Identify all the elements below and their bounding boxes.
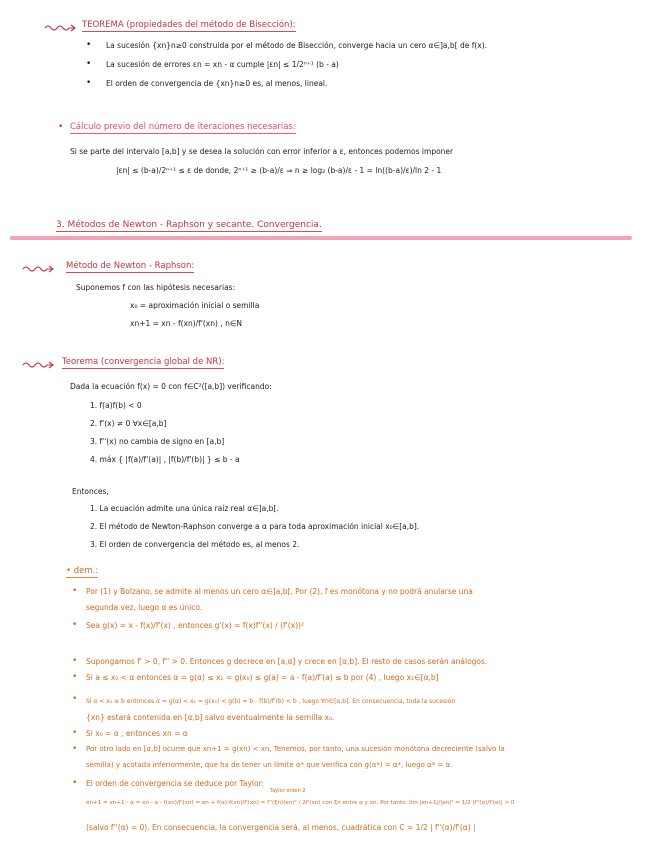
chapter-title: 3. Métodos de Newton - Raphson y secante. Convergencia. [56,220,322,230]
bullet-dot-icon: • [58,122,64,132]
bullet-dot-icon: • [72,586,78,596]
section-title-newton: Método de Newton - Raphson: [66,261,195,271]
squiggle-arrow-icon [22,264,56,273]
newton-iteration: xn+1 = xn - f(xn)/f'(xn) , n∈N [130,319,242,328]
demo-line: Si x₀ = α , entonces xn = α [86,729,188,738]
demo-label: • dem.: [66,566,99,576]
bullet-dot-icon: • [86,78,92,88]
iteraciones-formula: |εn| ≤ (b-a)/2ⁿ⁺¹ ≤ ε de donde, 2ⁿ⁺¹ ≥ (b-a)/ε ⇒ n ≥ log₂ (b-a)/ε - 1 = ln((b-a)/ε)/ln 2 - 1 [116,166,442,175]
squiggle-arrow-icon [44,23,78,32]
newton-seed: x₀ = aproximación inicial o semilla [130,301,260,310]
section-title-biseccion: TEOREMA (propiedades del método de Bisección): [82,20,296,30]
teorema-condition: 1. f(a)f(b) < 0 [90,401,142,410]
demo-line: semilla) y acotada inferiormente, que ha de tener un límite α* que verifica con g(α*) = α*, luego α* = α. [86,761,453,769]
teorema-result: 3. El orden de convergencia del método es, al menos 2. [90,540,300,549]
theorem-item: La sucesión de errores εn = xn - α cumple |εn| ≤ 1/2ⁿ⁺¹ (b - a) [106,60,339,69]
bullet-dot-icon: • [86,40,92,50]
demo-line: Si a ≤ x₀ < α entonces α = g(α) ≤ x₁ = g(x₀) ≤ g(a) = a - f(a)/f'(a) ≤ b por (4) , luego x₁∈[α,b] [86,673,439,682]
bullet-dot-icon: • [72,728,78,738]
demo-line: en+1 = xn+1 - α = xn - α - f(xn)/f'(xn) = en + f(α)-f(xn)/f'(xn) = f''(ξn)(en)² / 2f'(xn) con ξn entre α y xn. Por tanto, lím |en+1|/|en|² = 1/2 |f''(α)/f'(α)| > 0 [86,800,515,806]
teorema-condition: 2. f'(x) ≠ 0 ∀x∈[a,b] [90,419,167,428]
section-title-teorema-nr: Teorema (convergencia global de NR): [62,357,225,367]
bullet-dot-icon: • [72,744,78,754]
demo-line: Sea g(x) = x - f(x)/f'(x) , entonces g'(x) = f(x)f''(x) / (f'(x))² [86,621,304,630]
teorema-condition: 3. f''(x) no cambia de signo en [a,b] [90,437,225,446]
demo-line: segunda vez, luego α es único. [86,603,203,612]
bullet-dot-icon: • [72,694,78,704]
demo-line: Por (1) y Bolzano, se admite al menos un cero α∈]a,b[. Por (2), f es monótona y no podrá anularse una [86,587,473,596]
demo-line: Por otro lado en [α,b] ocurre que xn+1 = g(xn) < xn. Tenemos, por tanto, una sucesión monótona decreciente (salvo la [86,745,505,753]
bullet-dot-icon: • [72,656,78,666]
demo-line: Supongamos f' > 0, f'' > 0. Entonces g decrece en [a,α] y crece en [α,b]. El resto de casos serán análogos. [86,657,488,666]
bullet-dot-icon: • [72,778,78,788]
theorem-item: El orden de convergencia de {xn}n≥0 es, al menos, lineal. [106,79,328,88]
teorema-condition: 4. máx { |f(a)/f'(a)| , |f(b)/f'(b)| } ≤ b - a [90,455,240,464]
demo-line: El orden de convergencia se deduce por Taylor: [86,779,265,788]
demo-line: {xn} estará contenida en [α,b] salvo eventualmente la semilla x₀. [86,713,335,722]
newton-hypothesis: Suponemos f con las hipótesis necesarias: [76,283,236,292]
section-title-iteraciones: Cálculo previo del número de iteraciones necesarias: [70,122,296,132]
teorema-result: 2. El método de Newton-Raphson converge a α para toda aproximación inicial x₀∈[a,b]. [90,522,420,531]
theorem-item: La sucesión {xn}n≥0 construida por el método de Bisección, converge hacia un cero α∈]a,b[ de f(x). [106,41,488,50]
demo-line: Si α < x₀ ≤ b entonces α = g(α) < x₁ = g(x₀) < g(b) = b - f(b)/f'(b) < b , luego ∀n∈[α,b]. En consecuencia, toda la sucesión [86,698,456,705]
taylor-note: Taylor orden 2 [270,788,306,794]
demo-line: (salvo f''(α) = 0). En consecuencia, la convergencia será, al menos, cuadrática con C = 1/2 | f''(α)/f'(α) | [86,823,476,832]
bullet-dot-icon: • [86,59,92,69]
teorema-intro: Dada la ecuación f(x) = 0 con f∈C²([a,b]) verificando: [70,382,272,391]
highlight-band [10,236,632,240]
bullet-dot-icon: • [72,620,78,630]
teorema-result: 1. La ecuación admite una única raíz real α∈]a,b[. [90,504,279,513]
squiggle-arrow-icon [22,360,56,369]
bullet-dot-icon: • [72,672,78,682]
entonces-label: Entonces, [72,487,109,496]
iteraciones-text: Si se parte del intervalo [a,b] y se desea la solución con error inferior a ε, entonces podemos imponer [70,147,454,156]
